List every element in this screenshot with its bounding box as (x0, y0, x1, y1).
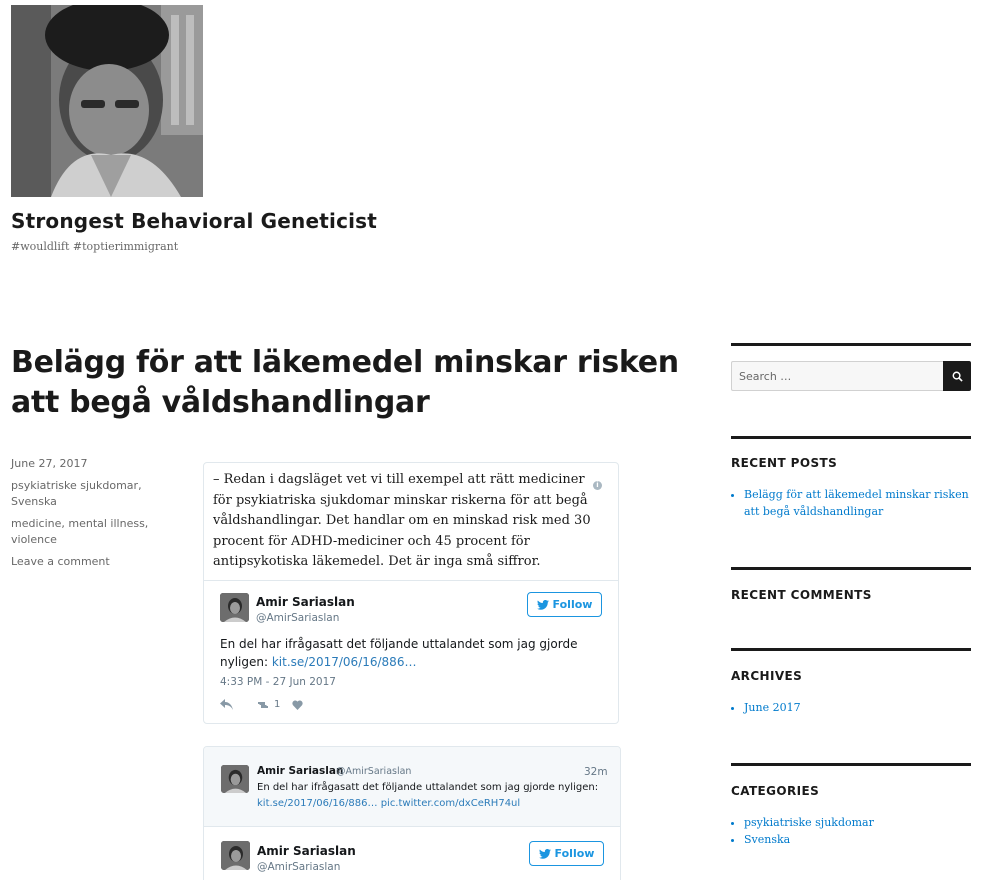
quoted-pic-link[interactable]: pic.twitter.com/dxCeRH74ul (380, 798, 521, 809)
avatar[interactable] (220, 593, 249, 622)
search-icon (952, 371, 963, 382)
site-description: #wouldlift #toptierimmigrant (11, 240, 179, 253)
reply-icon[interactable] (220, 699, 256, 710)
list-item (744, 700, 971, 717)
follow-label: Follow (554, 847, 595, 860)
site-title[interactable]: Strongest Behavioral Geneticist (11, 209, 378, 233)
search-widget-rule (731, 343, 971, 346)
post-tags (11, 516, 161, 548)
retweet-count: 1 (274, 699, 281, 710)
search-button[interactable] (943, 361, 971, 391)
heart-icon[interactable] (292, 700, 303, 710)
site-logo-photo[interactable] (11, 5, 203, 197)
tweet-author-name[interactable]: Amir Sariaslan (257, 844, 356, 858)
recent-posts-widget (731, 436, 971, 520)
twitter-bird-icon (537, 600, 549, 610)
divider (204, 580, 618, 581)
category-link[interactable]: Svenska (11, 495, 57, 508)
avatar[interactable] (221, 765, 249, 793)
tweet-text: En del har ifrågasatt det följande uttalandet som jag gjorde nyligen: kit.se/2017/06/16/886… (220, 637, 578, 669)
tweet-quote-text: – Redan i dagsläget vet vi till exempel att rätt mediciner för psykiatriska sjukdomar minskar riskerna för att begå våldshandlingar. Det handlar om en minskad risk med 30 procent för ADHD-mediciner och 45 procent för antipsykotiska läkemedel. Det är inga små siffror. (213, 472, 591, 569)
category-link[interactable]: psykiatriske sjukdomar, (11, 479, 142, 492)
archives-widget (731, 648, 971, 717)
post-categories (11, 478, 161, 510)
follow-button[interactable] (529, 841, 604, 866)
search-form (731, 361, 971, 391)
embedded-tweet (203, 462, 619, 724)
tweet-author-handle[interactable]: @AmirSariaslan (257, 861, 341, 873)
avatar[interactable] (221, 841, 250, 870)
category-link[interactable]: psykiatriske sjukdomar (744, 816, 874, 829)
widget-title: CATEGORIES (731, 784, 820, 798)
search-input[interactable] (731, 361, 943, 391)
leave-comment-link[interactable]: Leave a comment (11, 555, 110, 568)
tag-link[interactable]: medicine, (11, 517, 65, 530)
quoted-author-handle[interactable]: @AmirSariaslan (336, 766, 412, 777)
post-title[interactable]: Belägg för att läkemedel minskar risken att begå våldshandlingar (11, 345, 679, 420)
recent-post-link[interactable]: Belägg för att läkemedel minskar risken att begå våldshandlingar (744, 488, 969, 518)
widget-title: RECENT POSTS (731, 456, 838, 470)
follow-label: Follow (552, 598, 593, 611)
tweet-author-name[interactable]: Amir Sariaslan (256, 595, 355, 609)
tweet-timestamp[interactable]: 4:33 PM - 27 Jun 2017 (220, 676, 336, 688)
tag-link[interactable]: violence (11, 533, 57, 546)
retweet-icon[interactable] (256, 700, 272, 710)
list-item (744, 487, 971, 520)
quoted-text: En del har ifrågasatt det följande uttalandet som jag gjorde nyligen: kit.se/2017/06/16/886… pic.twitter.com/dxCeRH74ul (257, 782, 599, 809)
archive-link[interactable]: June 2017 (744, 701, 801, 714)
entry-meta (11, 456, 161, 576)
category-link[interactable]: Svenska (744, 832, 791, 846)
quoted-tweet[interactable] (204, 747, 620, 827)
list-item (744, 815, 971, 832)
info-icon[interactable]: i (593, 481, 602, 490)
categories-widget (731, 763, 971, 848)
widget-title: RECENT COMMENTS (731, 588, 872, 602)
embedded-tweet-2 (203, 746, 621, 880)
twitter-bird-icon (539, 849, 551, 859)
tweet-link[interactable]: kit.se/2017/06/16/886… (271, 655, 417, 669)
tag-link[interactable]: mental illness, (68, 517, 149, 530)
list-item (744, 832, 971, 849)
post-date-link[interactable]: June 27, 2017 (11, 457, 88, 470)
quoted-time[interactable]: 32m (584, 766, 608, 778)
quoted-link[interactable]: kit.se/2017/06/16/886… (257, 798, 378, 809)
tweet-author-handle[interactable]: @AmirSariaslan (256, 612, 340, 624)
follow-button[interactable] (527, 592, 602, 617)
tweet-actions (220, 699, 303, 710)
recent-comments-widget (731, 567, 971, 602)
quoted-author-name[interactable]: Amir Sariaslan (257, 765, 344, 777)
widget-title: ARCHIVES (731, 669, 803, 683)
